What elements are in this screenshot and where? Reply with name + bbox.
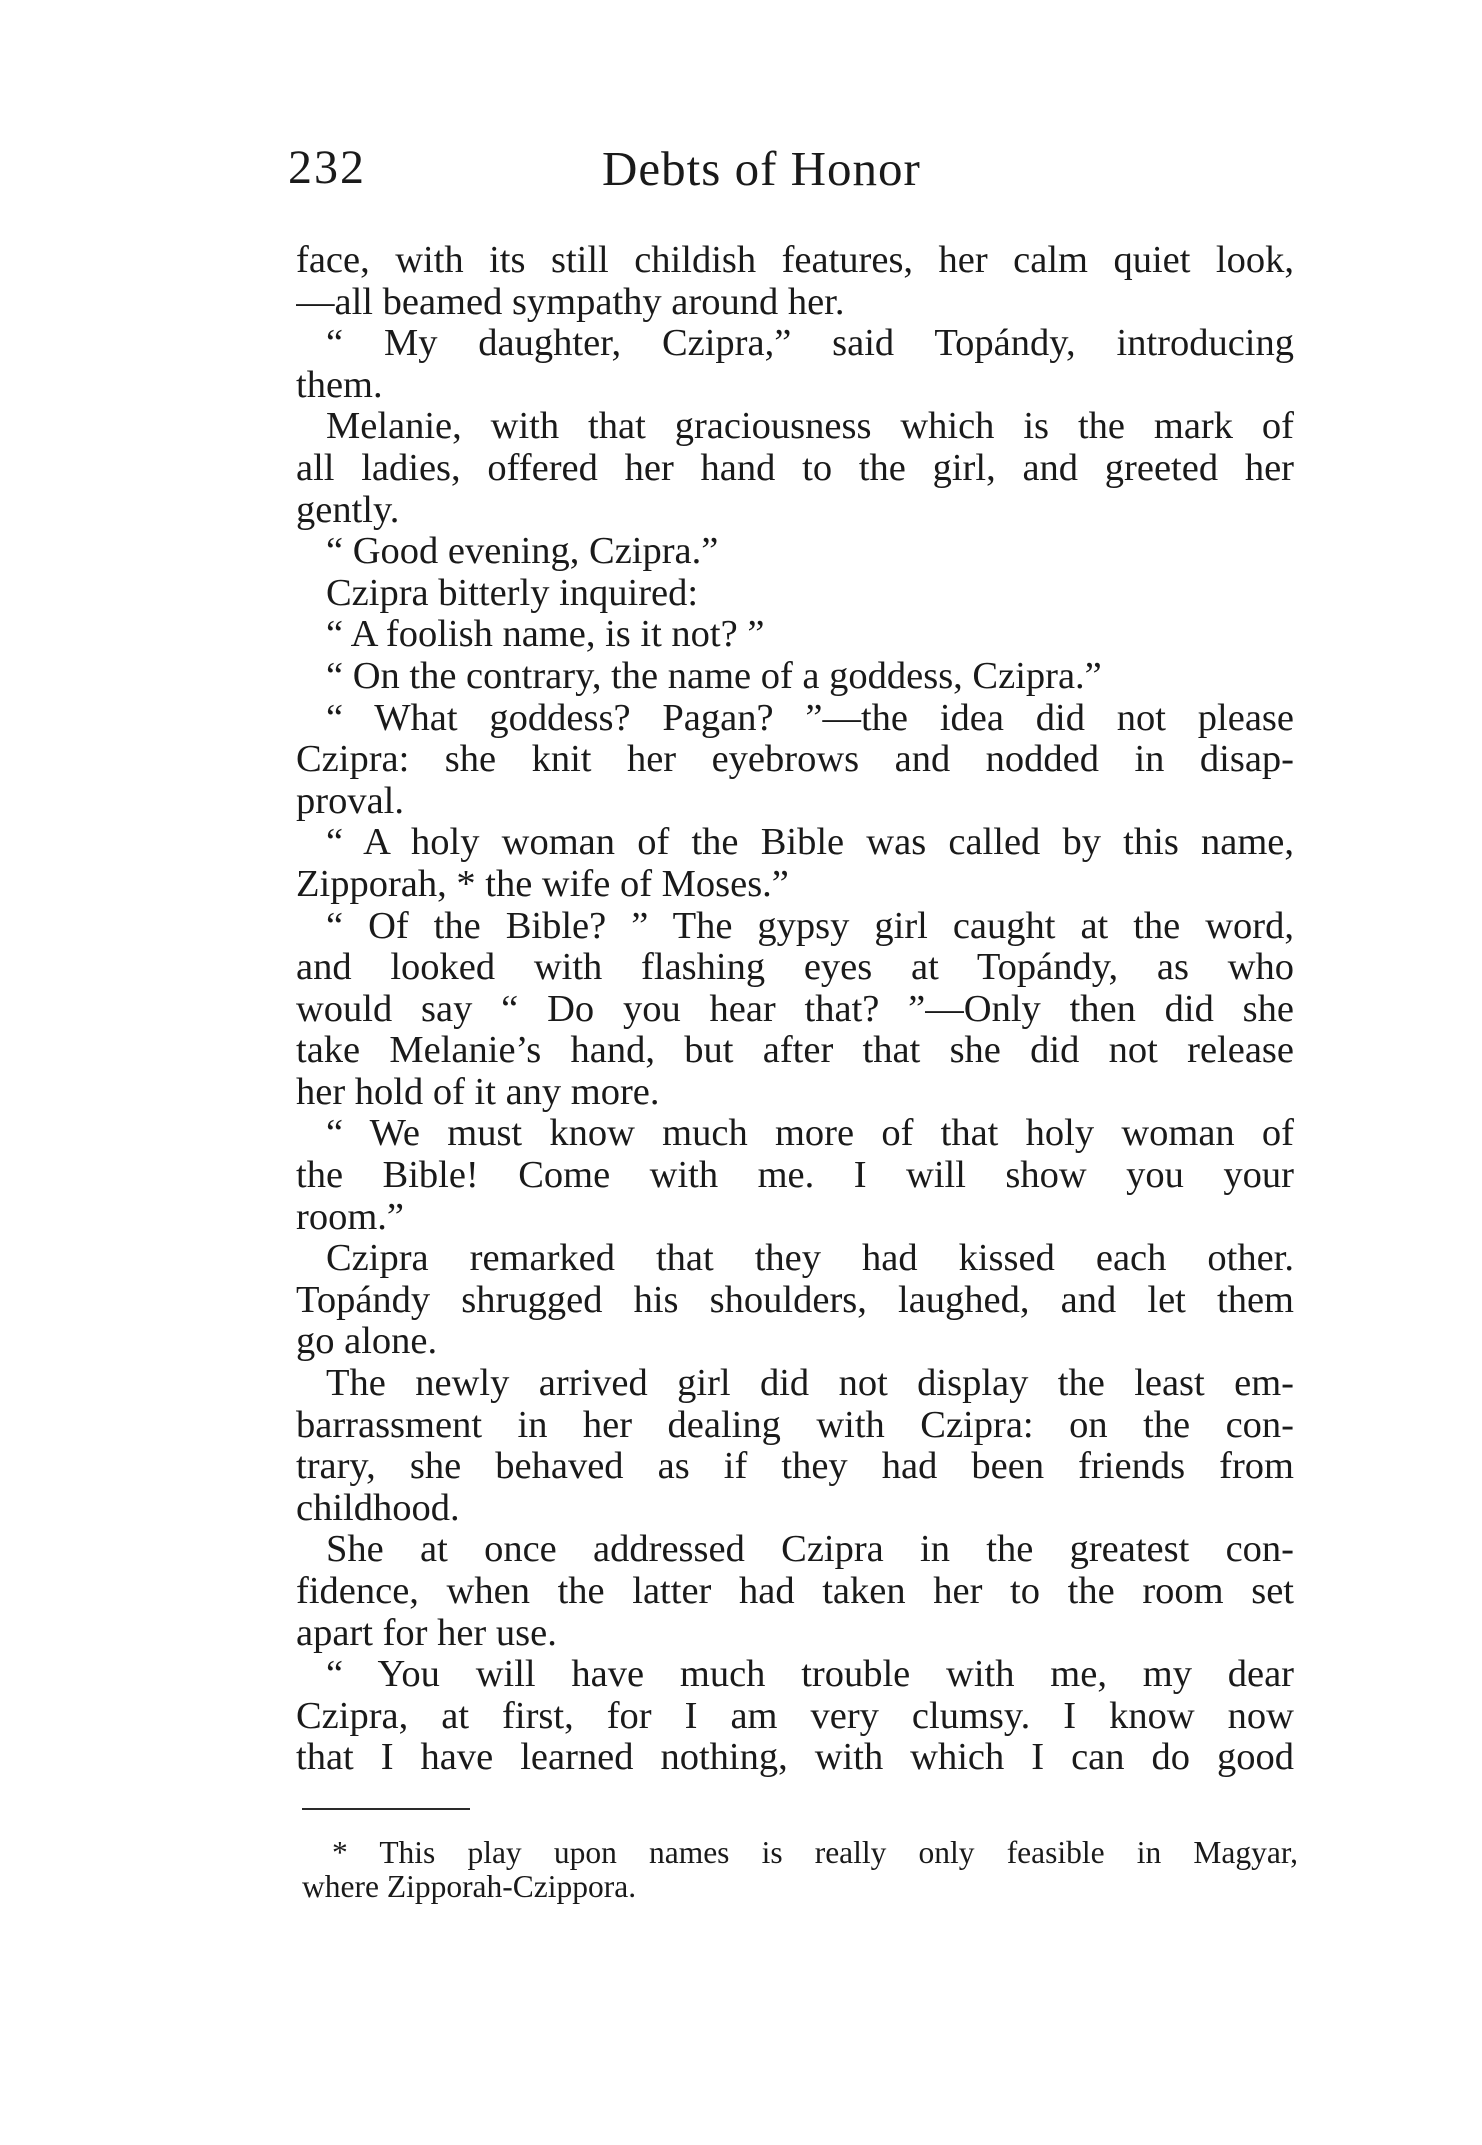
text-line: her hold of it any more. xyxy=(296,1071,660,1113)
text-line: gently. xyxy=(296,489,400,531)
text-line: Zipporah, * the wife of Moses.” xyxy=(296,863,789,905)
text-line: “ We must know much more of that holy woman of xyxy=(326,1113,1294,1155)
text-line: trary, she behaved as if they had been friends from xyxy=(296,1446,1294,1488)
footnote-rule xyxy=(302,1808,470,1810)
text-line: all ladies, offered her hand to the girl, and greeted her xyxy=(296,447,1294,489)
text-line: Topándy shrugged his shoulders, laughed, and let them xyxy=(296,1279,1294,1321)
text-line: barrassment in her dealing with Czipra: on the con- xyxy=(296,1404,1294,1446)
text-line: Czipra: she knit her eyebrows and nodded in disap- xyxy=(296,739,1294,781)
running-head-title: Debts of Honor xyxy=(602,141,921,196)
text-line: room.” xyxy=(296,1196,404,1238)
text-line: would say “ Do you hear that? ”—Only then did she xyxy=(296,988,1294,1030)
page-number: 232 xyxy=(288,141,366,194)
text-line: “ A foolish name, is it not? ” xyxy=(326,614,765,656)
text-line: —all beamed sympathy around her. xyxy=(296,281,845,323)
text-line: and looked with flashing eyes at Topándy, as who xyxy=(296,947,1294,989)
text-line: “ Good evening, Czipra.” xyxy=(326,531,719,573)
text-line: She at once addressed Czipra in the greatest con- xyxy=(326,1529,1294,1571)
text-line: them. xyxy=(296,364,383,406)
text-line: apart for her use. xyxy=(296,1612,557,1654)
text-line: Czipra bitterly inquired: xyxy=(326,572,699,614)
text-line: go alone. xyxy=(296,1321,438,1363)
text-line: “ A holy woman of the Bible was called by this name, xyxy=(326,822,1294,864)
footnote xyxy=(302,1836,1298,1904)
text-line: fidence, when the latter had taken her to the room set xyxy=(296,1571,1294,1612)
text-line: Czipra remarked that they had kissed each other. xyxy=(326,1238,1294,1280)
text-line: proval. xyxy=(296,780,404,822)
body-text xyxy=(296,240,1294,1779)
text-line: “ On the contrary, the name of a goddess, Czipra.” xyxy=(326,655,1102,697)
footnote-line: * This play upon names is really only feasible in Magyar, xyxy=(332,1836,1298,1870)
text-line: “ You will have much trouble with me, my dear xyxy=(326,1654,1294,1696)
text-line: that I have learned nothing, with which I can do good xyxy=(296,1737,1294,1779)
footnote-line: where Zipporah-Czippora. xyxy=(302,1870,637,1904)
text-line: take Melanie’s hand, but after that she did not release xyxy=(296,1030,1294,1072)
text-line: “ What goddess? Pagan? ”—the idea did not please xyxy=(326,697,1294,739)
text-line: childhood. xyxy=(296,1487,460,1529)
text-line: The newly arrived girl did not display the least em- xyxy=(326,1363,1294,1405)
text-line: “ Of the Bible? ” The gypsy girl caught at the word, xyxy=(326,905,1294,947)
text-line: “ My daughter, Czipra,” said Topándy, introducing xyxy=(326,323,1294,365)
text-line: the Bible! Come with me. I will show you your xyxy=(296,1155,1294,1197)
text-line: Melanie, with that graciousness which is the mark of xyxy=(326,406,1294,448)
text-line: Czipra, at first, for I am very clumsy. I know now xyxy=(296,1695,1294,1737)
text-line: face, with its still childish features, her calm quiet look, xyxy=(296,240,1294,281)
